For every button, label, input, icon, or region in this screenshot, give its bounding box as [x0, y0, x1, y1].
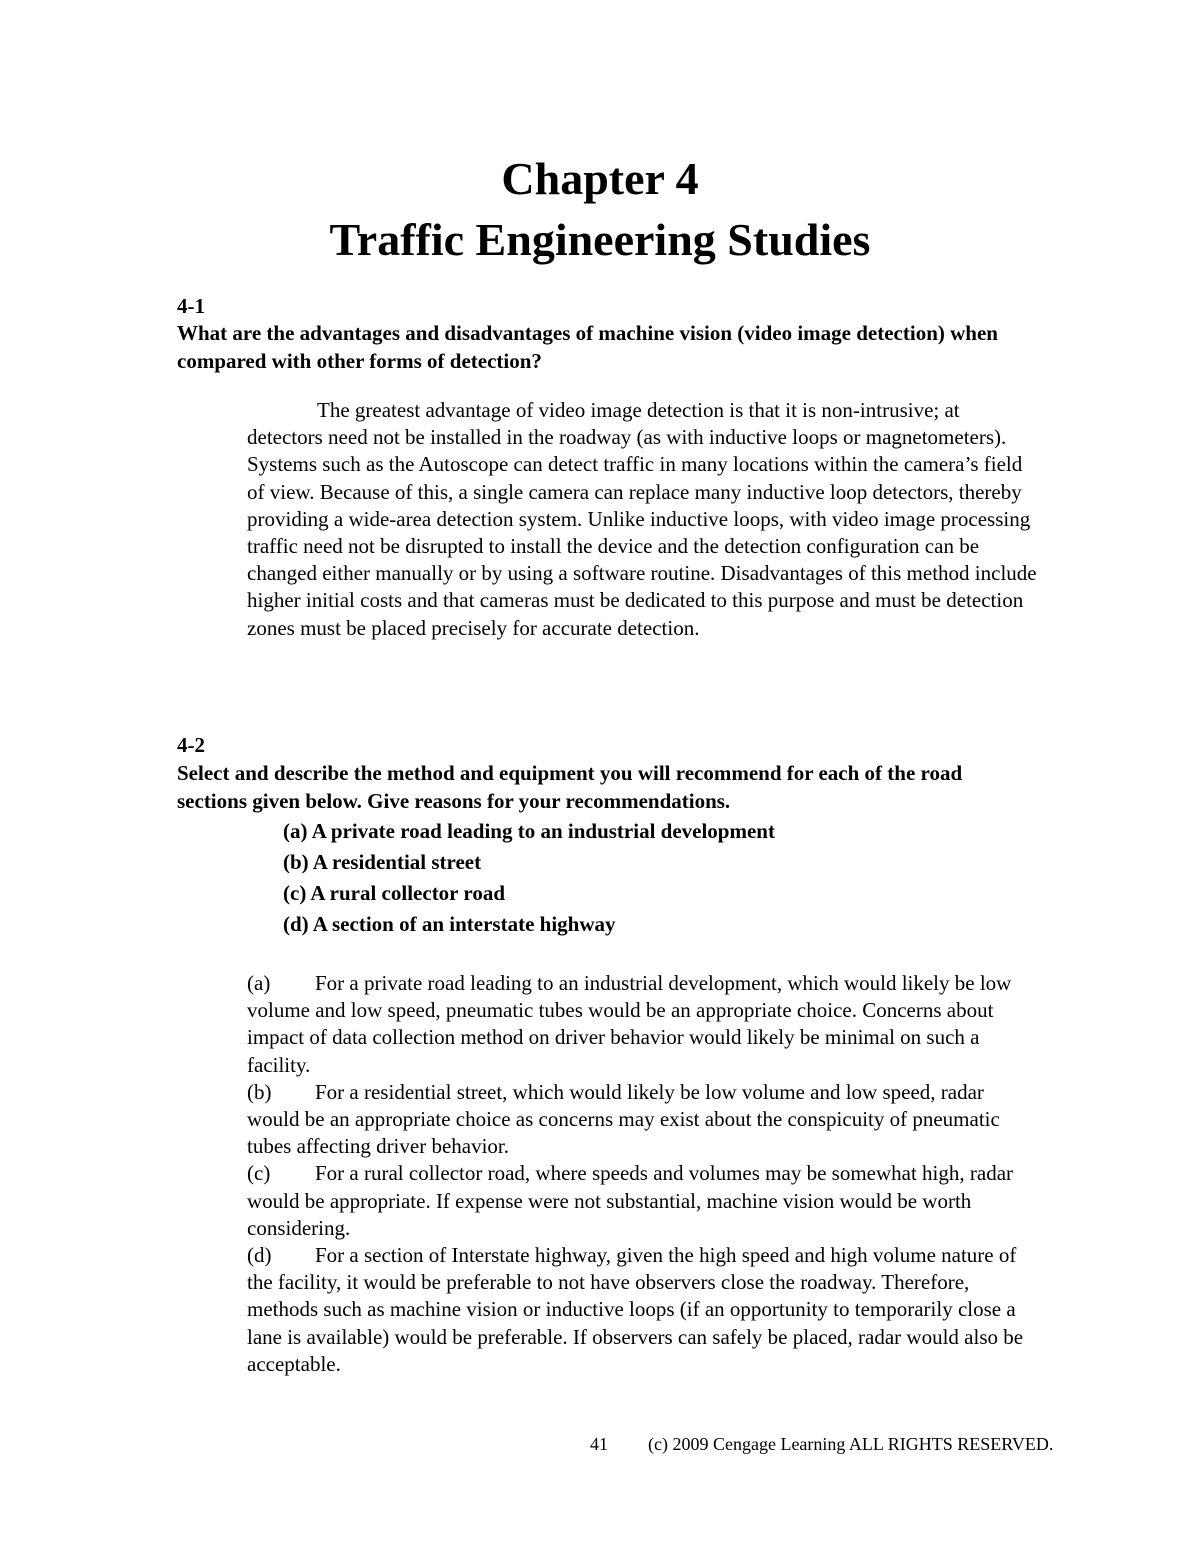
answer-item: [247, 1242, 1037, 1378]
chapter-heading: Traffic Engineering Studies: [329, 214, 871, 265]
answer-item: [247, 1079, 1037, 1161]
chapter-number: Chapter 4: [501, 153, 699, 204]
answer-label: (b): [247, 1079, 272, 1104]
answer-label: (c): [247, 1161, 271, 1186]
option-list: [283, 817, 775, 941]
answer-label: (a): [247, 971, 271, 995]
answer-text: For a rural collector road, where speeds and volumes may be somewhat high, radar would be appropriate. If expense were not substantial, machine vision would be worth considering.: [247, 1161, 1014, 1240]
answer-item: [247, 1160, 1037, 1242]
answer-text: The greatest advantage of video image detection is that it is non-intrusive; at detectors need not be installed in the roadway (as with inductive loops or magnetometers). Systems such as the Autoscope can detect traffic in many locations within the camera’s field of view. Because of this, a single camera can replace many inductive loop detectors, thereby providing a wide-area detection system. Unlike inductive loops, with video image processing traffic need not be disrupted to install the device and the detection configuration can be changed either manually or by using a software routine. Disadvantages of this method include higher initial costs and that cameras must be dedicated to this purpose and must be detection zones must be placed precisely for accurate detection.: [247, 398, 1037, 640]
answer-paragraph: [247, 397, 1037, 642]
answer-text: For a private road leading to an industrial development, which would likely be low volume and low speed, pneumatic tubes would be an appropriate choice. Concerns about impact of data collection method on driver behavior would likely be minimal on such a facility.: [247, 971, 1012, 1077]
answer-label: (d): [247, 1243, 272, 1268]
option-item: (b) A residential street: [283, 850, 482, 874]
option-item: (d) A section of an interstate highway: [283, 912, 616, 936]
question-text: What are the advantages and disadvantages of machine vision (video image detection) when compared with other forms of detection?: [177, 321, 998, 373]
option-item: (c) A rural collector road: [283, 881, 505, 905]
question-text: Select and describe the method and equipment you will recommend for each of the road sections given below. Give reasons for your recommendations.: [177, 761, 963, 813]
answer-text: For a residential street, which would likely be low volume and low speed, radar would be an appropriate choice as concerns may exist about the conspicuity of pneumatic tubes affecting driver behavior.: [247, 1079, 1000, 1159]
answer-item: [247, 970, 1037, 1079]
question-number: 4-2: [177, 733, 205, 757]
page-number: 41: [590, 1434, 608, 1454]
chapter-title: [0, 148, 1200, 270]
copyright-notice: (c) 2009 Cengage Learning ALL RIGHTS RESERVED.: [648, 1434, 1054, 1454]
question-number: 4-1: [177, 294, 205, 318]
answer-text: For a section of Interstate highway, given the high speed and high volume nature of the facility, it would be preferable to not have observers close the roadway. Therefore, methods such as machine vision or inductive loops (if an opportunity to temporarily close a lane is available) would be preferable. If observers can safely be placed, radar would also be acceptable.: [247, 1243, 1024, 1376]
answer-list: [247, 970, 1037, 1378]
option-item: (a) A private road leading to an industrial development: [283, 819, 775, 843]
